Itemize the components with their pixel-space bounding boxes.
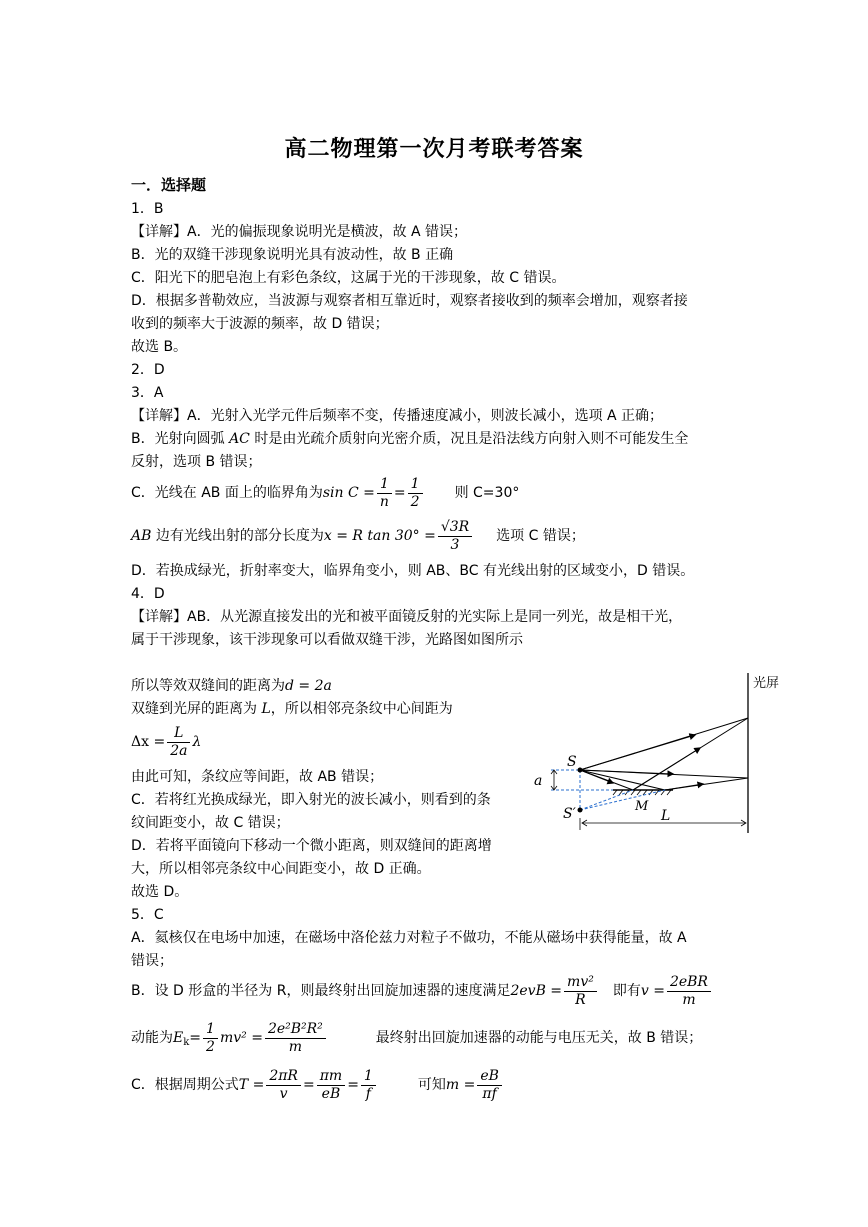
q3-line-2-c: 时是由光疏介质射向光密介质，况且是沿法线方向射入则不可能发生全 bbox=[249, 431, 689, 447]
q4-line-1: 【详解】AB．从光源直接发出的光和被平面镜反射的光实际上是同一列光，故是相干光， bbox=[131, 609, 683, 625]
q1-line-6: 故选 B。 bbox=[131, 339, 188, 355]
q4-line-3 bbox=[131, 676, 332, 696]
q3-line-3: 反射，选项 B 错误； bbox=[131, 454, 262, 470]
q4-line-5 bbox=[131, 722, 201, 762]
q4-L-label: L bbox=[261, 701, 271, 717]
q3-sin-eq: sin C = bbox=[322, 485, 375, 501]
q4-dx-eq: Δx = bbox=[131, 734, 166, 750]
q1-line-3: C．阳光下的肥皂泡上有彩色条纹，这属于光的干涉现象，故 C 错误。 bbox=[131, 270, 566, 286]
q4-line-2: 属于干涉现象，该干涉现象可以看做双缝干涉，光路图如图所示 bbox=[131, 632, 523, 648]
q4-line-7: C．若将红光换成绿光，即入射光的波长减小，则看到的条 bbox=[131, 792, 491, 808]
q5-frac-half: $\frac{1}{2}$ bbox=[203, 1021, 218, 1056]
q5-ek-eq: = bbox=[189, 1030, 202, 1046]
source-S-prime bbox=[578, 808, 583, 813]
q4-line-4 bbox=[131, 699, 453, 719]
q4-line-4-c: ，所以相邻亮条纹中心间距为 bbox=[270, 701, 453, 717]
q3-frac-root3: $\frac{√3R}{3}$ bbox=[438, 519, 472, 554]
q5-line-5-know: 可知 bbox=[417, 1077, 446, 1093]
q3-line-1: 【详解】A．光射入光学元件后频率不变，传播速度减小，则波长减小，选项 A 正确； bbox=[131, 408, 664, 424]
q3-line-2-arc: AC bbox=[229, 431, 250, 447]
q4-line-4-a: 双缝到光屏的距离为 bbox=[131, 701, 262, 717]
q5-v-eq: v = bbox=[640, 983, 665, 999]
q4-line-3-text: 所以等效双缝间的距离为 bbox=[131, 678, 285, 694]
q5-line-4-end: 最终射出回旋加速器的动能与电压无关，故 B 错误； bbox=[375, 1030, 703, 1046]
q5-frac-mv2R: $\frac{\text{mv²}}{R}$ bbox=[564, 974, 597, 1009]
q5-line-5 bbox=[131, 1064, 504, 1106]
section-heading: 一．选择题 bbox=[131, 176, 207, 194]
q4-number: 4．D bbox=[131, 586, 165, 602]
q3-line-4 bbox=[131, 474, 519, 512]
q5-m-eq: m = bbox=[445, 1077, 476, 1093]
q5-line-3 bbox=[131, 970, 713, 1012]
q5-ek-mid: mv² = bbox=[219, 1030, 263, 1046]
label-S: S bbox=[567, 754, 577, 770]
q5-frac-m: $\frac{eB}{\pi f}$ bbox=[477, 1068, 502, 1103]
label-L: L bbox=[661, 808, 671, 824]
q3-line-5 bbox=[131, 516, 585, 556]
q5-line-5-text: C．根据周期公式 bbox=[131, 1077, 239, 1093]
q3-line-5-text: 边有光线出射的部分长度为 bbox=[151, 528, 324, 544]
q3-x-eq: x = R tan 30° = bbox=[323, 528, 436, 544]
q1-line-2: B．光的双缝干涉现象说明光具有波动性，故 B 正确 bbox=[131, 247, 454, 263]
q4-d-eq: d = 2a bbox=[285, 678, 332, 694]
q4-line-9: D．若将平面镜向下移动一个微小距离，则双缝间的距离增 bbox=[131, 838, 492, 854]
label-a: a bbox=[534, 773, 543, 789]
q5-ek-symbol: E bbox=[173, 1030, 184, 1046]
q5-line-1: A．氦核仅在电场中加速，在磁场中洛伦兹力对粒子不做功，不能从磁场中获得能量，故 A bbox=[131, 930, 687, 946]
q5-line-2: 错误； bbox=[131, 953, 173, 969]
q4-line-8: 纹间距变小，故 C 错误； bbox=[131, 815, 290, 831]
q5-force-eq: 2evB = bbox=[510, 983, 563, 999]
q3-angle-result: 则 C=30° bbox=[454, 485, 520, 501]
q1-number: 1．B bbox=[131, 201, 164, 217]
q1-line-5: 收到的频率大于波源的频率，故 D 错误； bbox=[131, 316, 389, 332]
q3-ab-label: AB bbox=[131, 528, 152, 544]
double-slit-diagram bbox=[525, 668, 795, 838]
q3-eq-sign: = bbox=[393, 485, 406, 501]
q4-line-10: 大，所以相邻亮条纹中心间距变小，故 D 正确。 bbox=[131, 861, 431, 877]
q3-number: 3．A bbox=[131, 385, 164, 401]
q5-number: 5．C bbox=[131, 907, 164, 923]
label-S-prime: S′ bbox=[563, 806, 576, 822]
q5-frac-2piR: $\frac{2\pi R}{v}$ bbox=[266, 1068, 301, 1103]
q5-line-3-text: B．设 D 形盒的半径为 R，则最终射出回旋加速器的速度满足 bbox=[131, 983, 511, 999]
q5-line-3-then: 即有 bbox=[612, 983, 641, 999]
q5-ek-sub: k bbox=[183, 1037, 190, 1048]
q5-frac-1f: $\frac{1}{f}$ bbox=[361, 1068, 376, 1103]
q3-line-2 bbox=[131, 429, 688, 449]
q3-line-4-text: C．光线在 AB 面上的临界角为 bbox=[131, 485, 323, 501]
q5-frac-pim: $\frac{\pi m}{eB}$ bbox=[317, 1068, 345, 1103]
q5-eq-c: = bbox=[347, 1077, 359, 1093]
q5-eq-b: = bbox=[302, 1077, 315, 1093]
q4-frac-L2a: $\frac{L}{2a}$ bbox=[167, 725, 190, 760]
q3-line-2-a: B．光射向圆弧 bbox=[131, 431, 230, 447]
q1-line-1: 【详解】A．光的偏振现象说明光是横波，故 A 错误； bbox=[131, 224, 468, 240]
page-title: 高二物理第一次月考联考答案 bbox=[284, 137, 584, 162]
q5-T-eq: T = bbox=[238, 1077, 265, 1093]
q4-lambda: λ bbox=[192, 734, 202, 750]
q3-frac-1n: $\frac{1}{n}$ bbox=[377, 476, 392, 511]
source-S bbox=[578, 768, 583, 773]
q5-line-4-text: 动能为 bbox=[131, 1030, 173, 1046]
q3-frac-half: $\frac{1}{2}$ bbox=[408, 476, 423, 511]
q5-line-4 bbox=[131, 1017, 702, 1064]
q5-frac-ek: $\frac{\text{2e²B²R²}}{m}$ bbox=[265, 1021, 326, 1056]
q1-line-4: D．根据多普勒效应，当波源与观察者相互靠近时，观察者接收到的频率会增加，观察者接 bbox=[131, 293, 688, 309]
screen-label: 光屏 bbox=[753, 676, 780, 691]
q3-line-5-end: 选项 C 错误； bbox=[496, 528, 585, 544]
q3-line-6: D．若换成绿光，折射率变大，临界角变小，则 AB、BC 有光线出射的区域变小，D 错误。 bbox=[131, 563, 695, 579]
q5-frac-v: $\frac{\text{2eBR}}{m}$ bbox=[667, 974, 711, 1009]
q4-line-6: 由此可知，条纹应等间距，故 AB 错误； bbox=[131, 769, 384, 785]
q4-line-11: 故选 D。 bbox=[131, 884, 189, 900]
label-M: M bbox=[635, 799, 649, 814]
q2-number: 2．D bbox=[131, 362, 165, 378]
